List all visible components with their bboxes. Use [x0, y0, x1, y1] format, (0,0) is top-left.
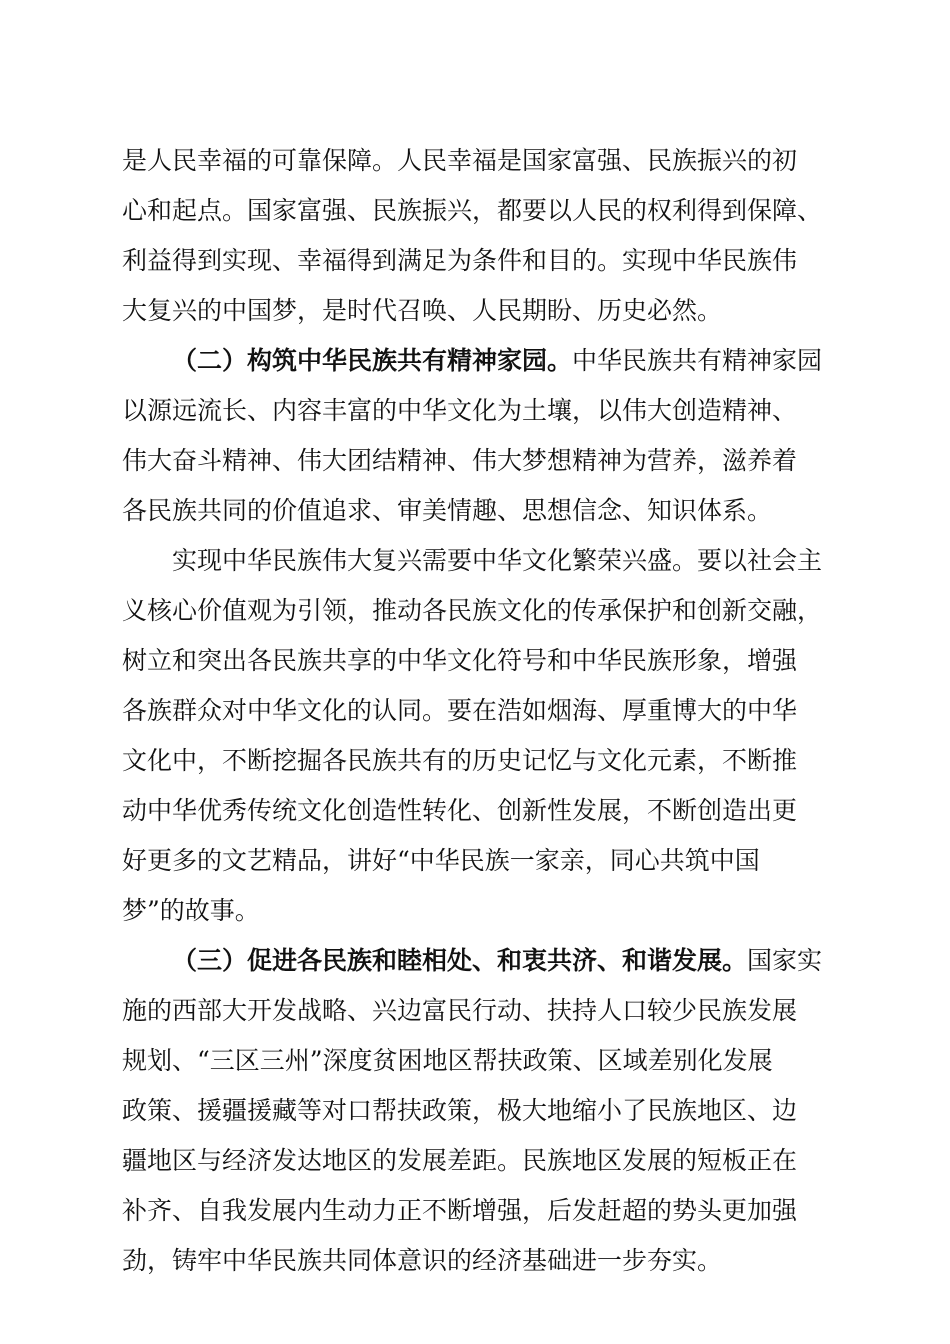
paragraph-line: 劲，铸牢中华民族共同体意识的经济基础进一步夯实。	[122, 1246, 723, 1275]
paragraph-line: 义核心价值观为引领，推动各民族文化的传承保护和创新交融，	[122, 596, 823, 625]
section-2-text: 中华民族共有精神家园	[572, 346, 823, 375]
paragraph-line: 梦”的故事。	[122, 896, 260, 925]
paragraph-line: 动中华优秀传统文化创造性转化、创新性发展，不断创造出更	[122, 796, 798, 825]
paragraph-line: 疆地区与经济发达地区的发展差距。民族地区发展的短板正在	[122, 1146, 798, 1175]
paragraph-line: 施的西部大开发战略、兴边富民行动、扶持人口较少民族发展	[122, 996, 798, 1025]
paragraph-line: 实现中华民族伟大复兴需要中华文化繁荣兴盛。要以社会主	[172, 546, 823, 575]
paragraph-line: 规划、“三区三州”深度贫困地区帮扶政策、区域差别化发展	[122, 1046, 773, 1075]
paragraph-line: 大复兴的中国梦，是时代召唤、人民期盼、历史必然。	[122, 296, 723, 325]
section-2-first-line	[172, 337, 832, 385]
paragraph-line: 心和起点。国家富强、民族振兴，都要以人民的权利得到保障、	[122, 196, 823, 225]
section-3-heading: （三）促进各民族和睦相处、和衷共济、和谐发展。	[172, 946, 748, 975]
paragraph-line: 政策、援疆援藏等对口帮扶政策，极大地缩小了民族地区、边	[122, 1096, 798, 1125]
paragraph-line: 各族群众对中华文化的认同。要在浩如烟海、厚重博大的中华	[122, 696, 798, 725]
section-2-heading: （二）构筑中华民族共有精神家园。	[172, 346, 573, 375]
paragraph-line: 以源远流长、内容丰富的中华文化为土壤，以伟大创造精神、	[122, 396, 798, 425]
paragraph-line: 各民族共同的价值追求、审美情趣、思想信念、知识体系。	[122, 496, 773, 525]
paragraph-line: 补齐、自我发展内生动力正不断增强，后发赶超的势头更加强	[122, 1196, 798, 1225]
section-3-first-line	[172, 937, 832, 985]
paragraph-line: 利益得到实现、幸福得到满足为条件和目的。实现中华民族伟	[122, 246, 798, 275]
paragraph-line: 树立和突出各民族共享的中华文化符号和中华民族形象，增强	[122, 646, 798, 675]
paragraph-line: 文化中，不断挖掘各民族共有的历史记忆与文化元素，不断推	[122, 746, 798, 775]
paragraph-line: 伟大奋斗精神、伟大团结精神、伟大梦想精神为营养，滋养着	[122, 446, 798, 475]
paragraph-line: 是人民幸福的可靠保障。人民幸福是国家富强、民族振兴的初	[122, 146, 798, 175]
paragraph-line: 好更多的文艺精品，讲好“中华民族一家亲，同心共筑中国	[122, 846, 760, 875]
section-3-text: 国家实	[747, 946, 823, 975]
